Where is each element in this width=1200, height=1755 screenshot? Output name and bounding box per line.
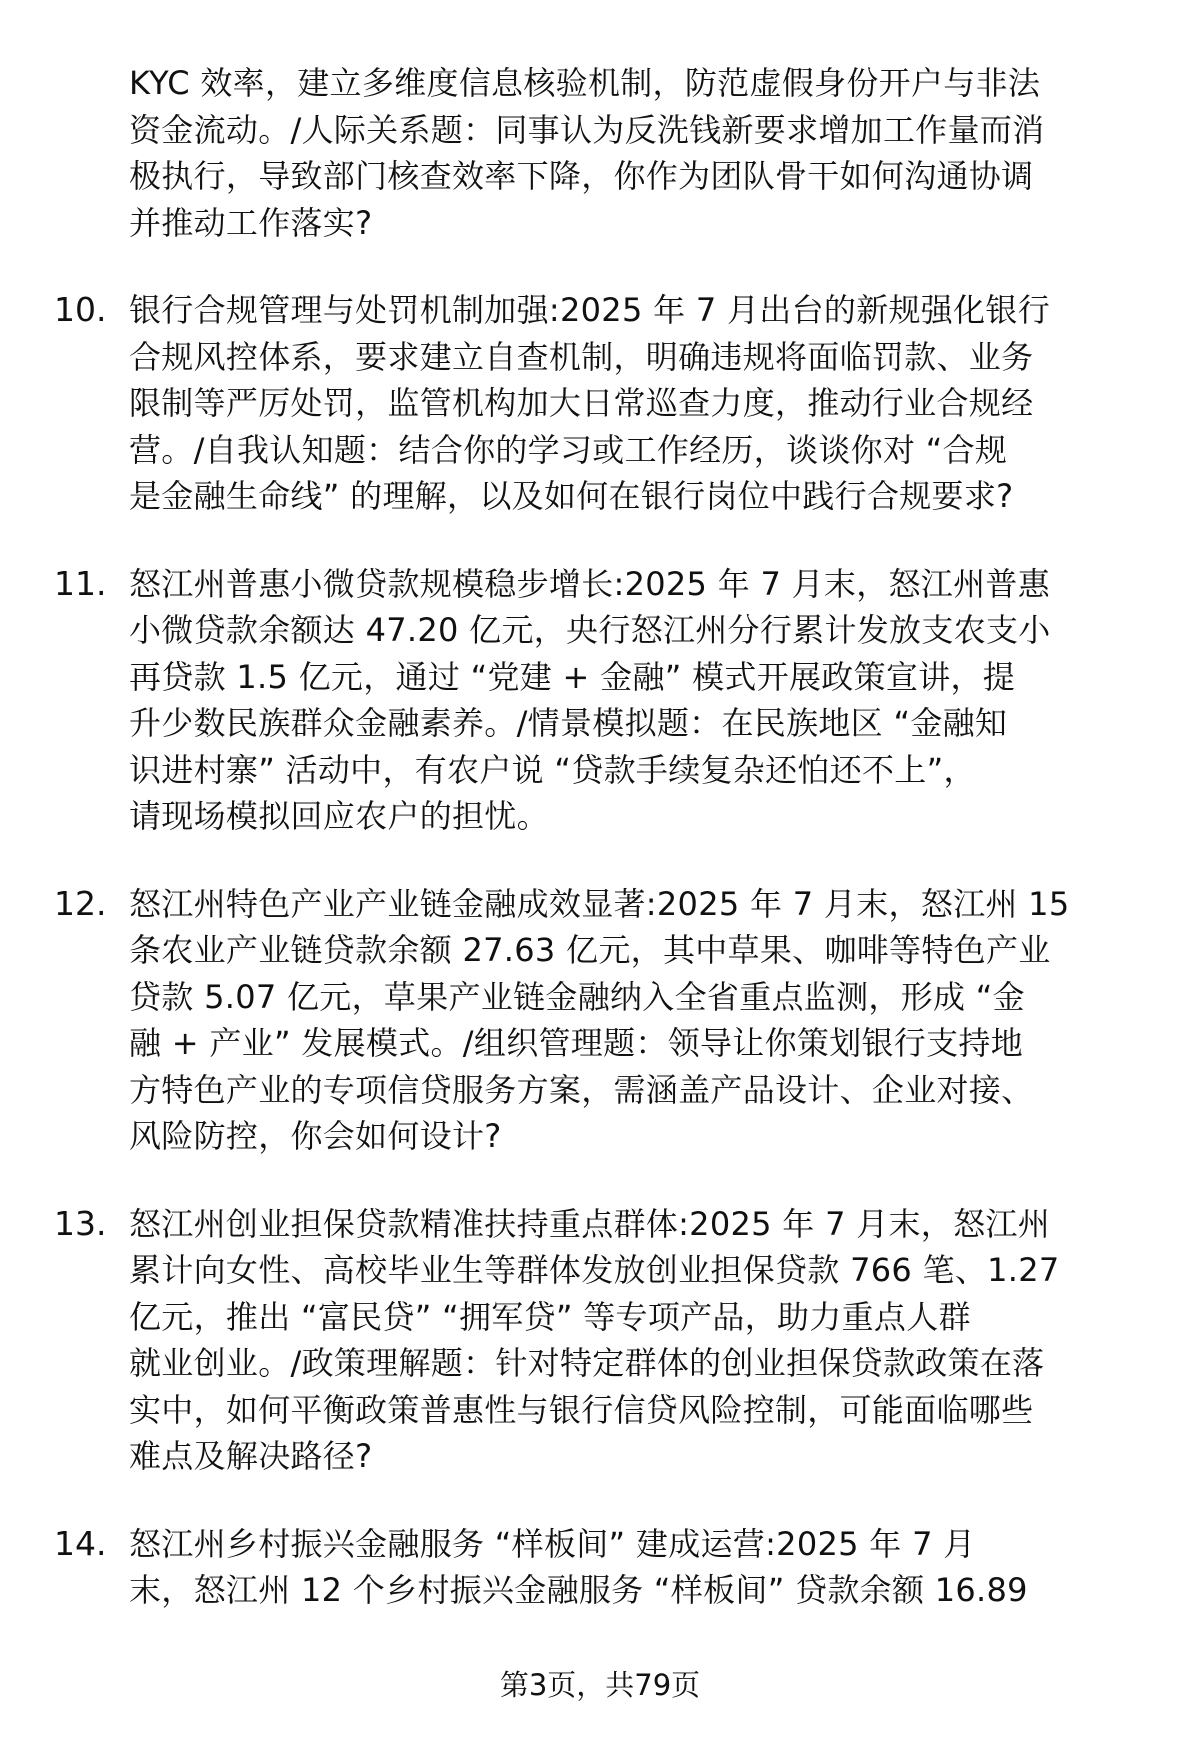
text-line: 条农业产业链贷款余额 27.63 亿元，其中草果、咖啡等特色产业 — [129, 931, 1051, 969]
text-line: 小微贷款余额达 47.20 亿元，央行怒江州分行累计发放支农支小 — [129, 611, 1051, 649]
text-line: 末，怒江州 12 个乡村振兴金融服务 “样板间” 贷款余额 16.89 — [129, 1571, 1028, 1609]
text-line: 方特色产业的专项信贷服务方案，需涵盖产品设计、企业对接、 — [129, 1070, 1034, 1109]
text-line: KYC 效率，建立多维度信息核验机制，防范虚假身份开户与非法 — [129, 64, 1041, 102]
list-item — [0, 1201, 1200, 1480]
text-line: 升少数民族群众金融素养。/情景模拟题：在民族地区 “金融知 — [129, 704, 1008, 742]
document-body — [0, 60, 1200, 1655]
text-line: 是金融生命线” 的理解，以及如何在银行岗位中践行合规要求? — [129, 477, 1014, 515]
text-line: 融 + 产业” 发展模式。/组织管理题：领导让你策划银行支持地 — [129, 1024, 1023, 1062]
text-line: 怒江州乡村振兴金融服务 “样板间” 建成运营:2025 年 7 月 — [129, 1524, 976, 1563]
list-item — [0, 1521, 1200, 1614]
text-line: 贷款 5.07 亿元，草果产业链金融纳入全省重点监测，形成 “金 — [129, 977, 1025, 1016]
list-item — [0, 60, 1200, 246]
text-line: 实中，如何平衡政策普惠性与银行信贷风险控制，可能面临哪些 — [129, 1390, 1034, 1429]
text-line: 银行合规管理与处罚机制加强:2025 年 7 月出台的新规强化银行 — [129, 291, 1050, 329]
item-text — [129, 60, 1200, 246]
text-line: 识进村寨” 活动中，有农户说 “贷款手续复杂还怕还不上”， — [129, 750, 976, 789]
text-line: 资金流动。/人际关系题：同事认为反洗钱新要求增加工作量而消 — [129, 110, 1045, 149]
text-line: 亿元，推出 “富民贷” “拥军贷” 等专项产品，助力重点人群 — [129, 1297, 971, 1336]
text-line: 难点及解决路径? — [129, 1437, 373, 1475]
text-line: 风险防控，你会如何设计? — [129, 1117, 502, 1155]
page-number: 第3页，共79页 — [499, 1668, 701, 1702]
list-item — [0, 561, 1200, 840]
item-text — [129, 287, 1200, 520]
text-line: 再贷款 1.5 亿元，通过 “党建 + 金融” 模式开展政策宣讲，提 — [129, 657, 1016, 696]
item-text — [129, 561, 1200, 840]
list-item — [0, 287, 1200, 520]
text-line: 并推动工作落实? — [129, 203, 373, 242]
text-line: 请现场模拟回应农户的担忧。 — [129, 797, 549, 835]
text-line: 合规风控体系，要求建立自查机制，明确违规将面临罚款、业务 — [129, 337, 1034, 376]
text-line: 限制等严厉处罚，监管机构加大日常巡查力度，推动行业合规经 — [129, 384, 1034, 422]
list-item — [0, 881, 1200, 1160]
item-number: 14. — [54, 1523, 107, 1563]
item-text — [129, 1521, 1200, 1614]
text-line: 营。/自我认知题：结合你的学习或工作经历，谈谈你对 “合规 — [129, 430, 1008, 469]
item-number: 12. — [54, 883, 107, 923]
text-line: 怒江州创业担保贷款精准扶持重点群体:2025 年 7 月末，怒江州 — [129, 1204, 1050, 1243]
item-number: 13. — [54, 1203, 107, 1243]
item-text — [129, 1201, 1200, 1480]
text-line: 就业创业。/政策理解题：针对特定群体的创业担保贷款政策在落 — [129, 1344, 1045, 1382]
item-number: 11. — [54, 563, 107, 603]
text-line: 极执行，导致部门核查效率下降，你作为团队骨干如何沟通协调 — [129, 157, 1034, 195]
text-line: 怒江州特色产业产业链金融成效显著:2025 年 7 月末，怒江州 15 — [129, 884, 1070, 923]
item-text — [129, 881, 1200, 1160]
text-line: 怒江州普惠小微贷款规模稳步增长:2025 年 7 月末，怒江州普惠 — [129, 564, 1050, 603]
item-number: 10. — [54, 290, 107, 329]
text-line: 累计向女性、高校毕业生等群体发放创业担保贷款 766 笔、1.27 — [129, 1251, 1060, 1289]
